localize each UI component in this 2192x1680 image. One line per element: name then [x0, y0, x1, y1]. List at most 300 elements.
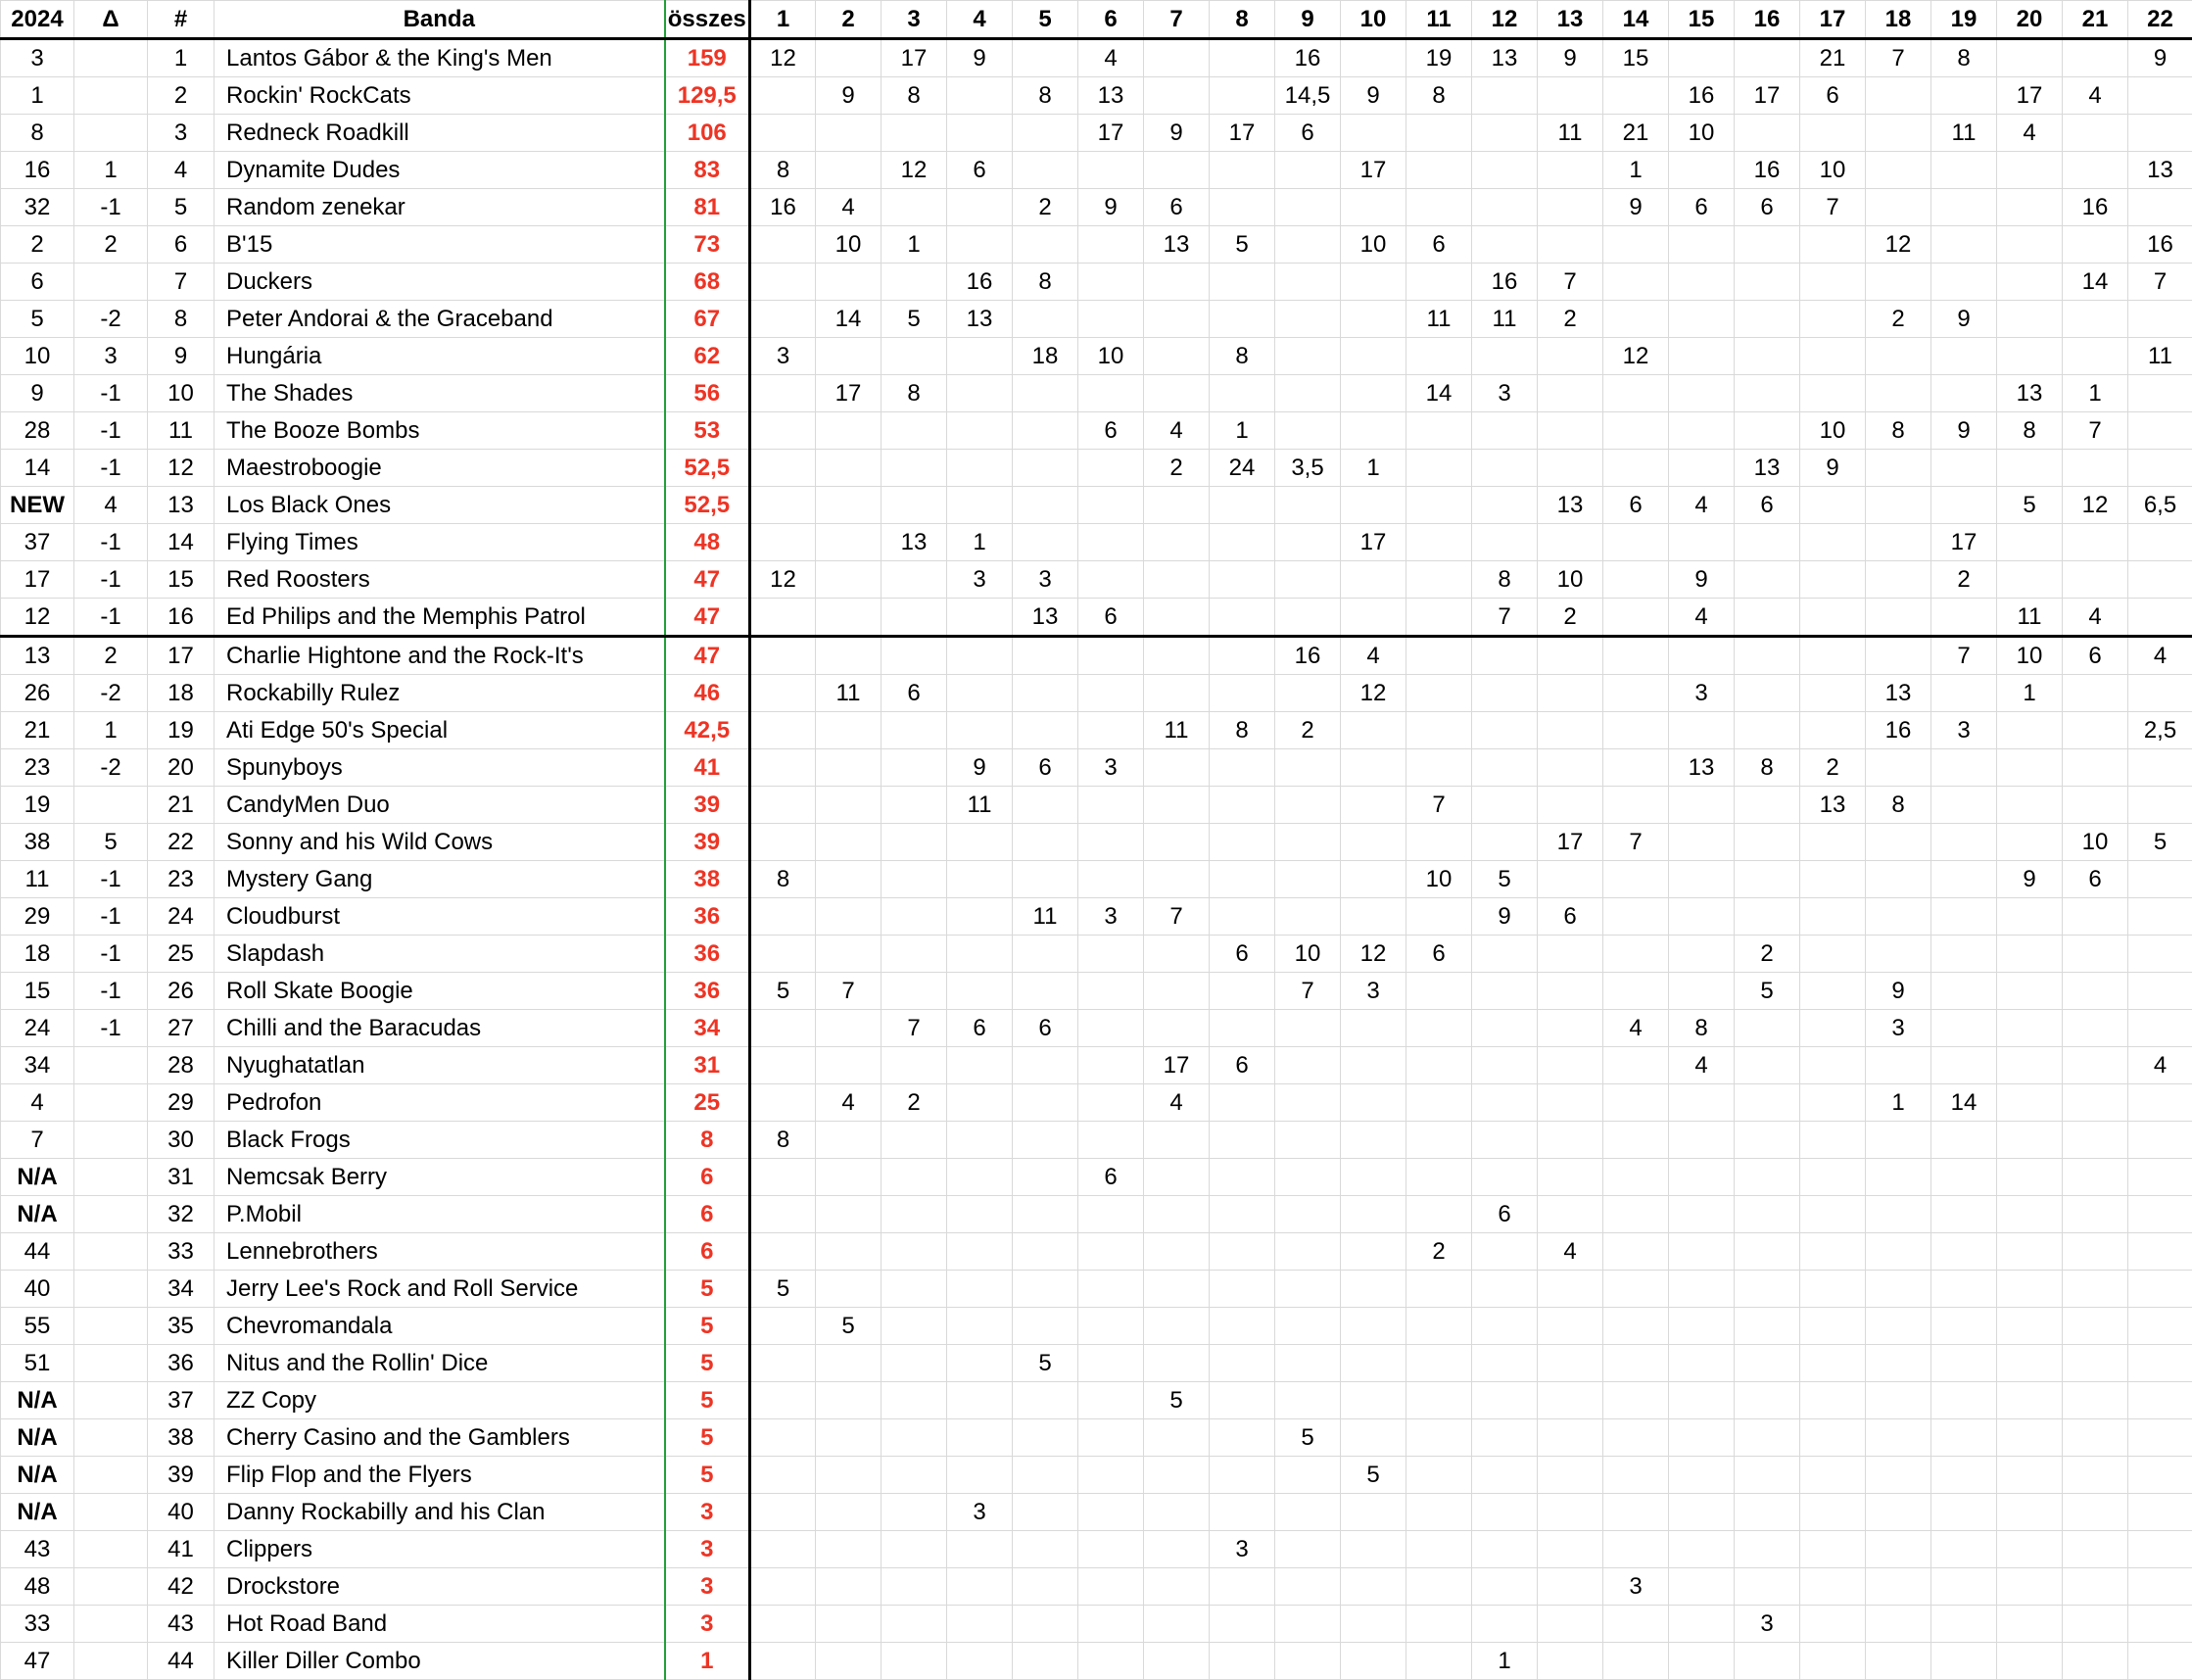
cell-score-event-16[interactable]	[1735, 1233, 1800, 1271]
cell-score-event-18[interactable]	[1866, 152, 1931, 189]
cell-rank[interactable]: 14	[148, 524, 214, 561]
cell-score-event-22[interactable]	[2128, 1084, 2192, 1122]
cell-score-event-4[interactable]	[947, 189, 1013, 226]
cell-score-event-19[interactable]	[1931, 1568, 1997, 1606]
cell-score-event-21[interactable]	[2063, 1568, 2128, 1606]
cell-score-event-19[interactable]	[1931, 675, 1997, 712]
cell-prev-rank[interactable]: 40	[1, 1271, 74, 1308]
cell-score-event-12[interactable]	[1472, 338, 1538, 375]
cell-rank[interactable]: 23	[148, 861, 214, 898]
cell-score-event-3[interactable]	[882, 450, 947, 487]
cell-score-event-15[interactable]	[1669, 898, 1735, 936]
cell-score-event-16[interactable]: 3	[1735, 1606, 1800, 1643]
cell-score-event-5[interactable]	[1013, 1457, 1078, 1494]
cell-score-event-13[interactable]: 17	[1538, 824, 1603, 861]
cell-score-event-1[interactable]: 8	[750, 861, 816, 898]
cell-score-event-11[interactable]	[1406, 1494, 1472, 1531]
cell-score-event-22[interactable]: 6,5	[2128, 487, 2192, 524]
cell-rank[interactable]: 43	[148, 1606, 214, 1643]
cell-score-event-4[interactable]	[947, 1345, 1013, 1382]
cell-score-event-20[interactable]	[1997, 1047, 2063, 1084]
cell-score-event-4[interactable]	[947, 226, 1013, 264]
cell-score-event-4[interactable]	[947, 824, 1013, 861]
cell-score-event-10[interactable]	[1341, 189, 1406, 226]
cell-score-event-19[interactable]	[1931, 1047, 1997, 1084]
cell-score-event-22[interactable]	[2128, 1419, 2192, 1457]
cell-total-score[interactable]: 5	[665, 1345, 750, 1382]
cell-total-score[interactable]: 62	[665, 338, 750, 375]
cell-score-event-15[interactable]	[1669, 936, 1735, 973]
cell-score-event-15[interactable]: 8	[1669, 1010, 1735, 1047]
cell-score-event-11[interactable]: 10	[1406, 861, 1472, 898]
cell-delta[interactable]	[74, 1122, 148, 1159]
cell-score-event-21[interactable]	[2063, 1531, 2128, 1568]
cell-score-event-9[interactable]	[1275, 524, 1341, 561]
cell-prev-rank[interactable]: 8	[1, 115, 74, 152]
cell-rank[interactable]: 40	[148, 1494, 214, 1531]
cell-score-event-14[interactable]: 12	[1603, 338, 1669, 375]
cell-band-name[interactable]: Ed Philips and the Memphis Patrol	[214, 599, 665, 637]
cell-score-event-6[interactable]	[1078, 1196, 1144, 1233]
cell-score-event-9[interactable]	[1275, 1531, 1341, 1568]
cell-score-event-16[interactable]	[1735, 1271, 1800, 1308]
cell-score-event-13[interactable]	[1538, 1159, 1603, 1196]
cell-prev-rank[interactable]: 14	[1, 450, 74, 487]
cell-score-event-15[interactable]	[1669, 973, 1735, 1010]
cell-score-event-10[interactable]: 12	[1341, 936, 1406, 973]
cell-score-event-4[interactable]	[947, 861, 1013, 898]
cell-score-event-9[interactable]: 3,5	[1275, 450, 1341, 487]
cell-total-score[interactable]: 53	[665, 412, 750, 450]
cell-score-event-12[interactable]	[1472, 1047, 1538, 1084]
cell-score-event-1[interactable]: 8	[750, 1122, 816, 1159]
cell-score-event-16[interactable]	[1735, 1010, 1800, 1047]
cell-score-event-6[interactable]: 3	[1078, 898, 1144, 936]
cell-score-event-7[interactable]: 11	[1144, 712, 1210, 749]
cell-total-score[interactable]: 5	[665, 1271, 750, 1308]
cell-delta[interactable]	[74, 1159, 148, 1196]
cell-score-event-19[interactable]	[1931, 1271, 1997, 1308]
cell-rank[interactable]: 39	[148, 1457, 214, 1494]
cell-score-event-2[interactable]: 4	[816, 189, 882, 226]
cell-score-event-20[interactable]	[1997, 264, 2063, 301]
cell-score-event-22[interactable]	[2128, 1159, 2192, 1196]
cell-score-event-7[interactable]	[1144, 39, 1210, 77]
cell-score-event-19[interactable]	[1931, 1308, 1997, 1345]
cell-score-event-19[interactable]	[1931, 1419, 1997, 1457]
cell-score-event-2[interactable]: 5	[816, 1308, 882, 1345]
cell-score-event-21[interactable]	[2063, 338, 2128, 375]
cell-prev-rank[interactable]: 15	[1, 973, 74, 1010]
cell-score-event-3[interactable]	[882, 898, 947, 936]
cell-score-event-17[interactable]	[1800, 1419, 1866, 1457]
cell-score-event-11[interactable]	[1406, 1382, 1472, 1419]
cell-score-event-7[interactable]: 5	[1144, 1382, 1210, 1419]
cell-rank[interactable]: 29	[148, 1084, 214, 1122]
cell-prev-rank[interactable]: N/A	[1, 1382, 74, 1419]
cell-score-event-5[interactable]	[1013, 1531, 1078, 1568]
cell-score-event-13[interactable]	[1538, 1010, 1603, 1047]
cell-score-event-16[interactable]	[1735, 1457, 1800, 1494]
cell-score-event-14[interactable]: 15	[1603, 39, 1669, 77]
cell-rank[interactable]: 3	[148, 115, 214, 152]
cell-rank[interactable]: 35	[148, 1308, 214, 1345]
cell-score-event-4[interactable]	[947, 1122, 1013, 1159]
cell-delta[interactable]: -2	[74, 749, 148, 787]
cell-score-event-5[interactable]	[1013, 1159, 1078, 1196]
cell-score-event-20[interactable]	[1997, 561, 2063, 599]
cell-rank[interactable]: 4	[148, 152, 214, 189]
cell-delta[interactable]: 2	[74, 226, 148, 264]
cell-score-event-1[interactable]	[750, 824, 816, 861]
cell-prev-rank[interactable]: 32	[1, 189, 74, 226]
cell-score-event-20[interactable]: 5	[1997, 487, 2063, 524]
cell-score-event-22[interactable]	[2128, 77, 2192, 115]
cell-prev-rank[interactable]: N/A	[1, 1494, 74, 1531]
cell-score-event-9[interactable]: 6	[1275, 115, 1341, 152]
cell-delta[interactable]	[74, 1494, 148, 1531]
cell-score-event-17[interactable]	[1800, 1606, 1866, 1643]
col-header-event-19[interactable]: 19	[1931, 1, 1997, 39]
cell-score-event-4[interactable]	[947, 599, 1013, 637]
cell-score-event-13[interactable]	[1538, 524, 1603, 561]
cell-score-event-15[interactable]: 6	[1669, 189, 1735, 226]
cell-score-event-1[interactable]	[750, 1345, 816, 1382]
cell-score-event-3[interactable]: 1	[882, 226, 947, 264]
cell-score-event-11[interactable]: 11	[1406, 301, 1472, 338]
cell-prev-rank[interactable]: 48	[1, 1568, 74, 1606]
cell-score-event-6[interactable]: 13	[1078, 77, 1144, 115]
cell-score-event-12[interactable]	[1472, 115, 1538, 152]
cell-score-event-11[interactable]	[1406, 599, 1472, 637]
cell-score-event-12[interactable]	[1472, 1159, 1538, 1196]
cell-band-name[interactable]: Sonny and his Wild Cows	[214, 824, 665, 861]
cell-score-event-14[interactable]	[1603, 1419, 1669, 1457]
cell-score-event-9[interactable]: 2	[1275, 712, 1341, 749]
cell-rank[interactable]: 27	[148, 1010, 214, 1047]
cell-delta[interactable]	[74, 1606, 148, 1643]
cell-rank[interactable]: 1	[148, 39, 214, 77]
cell-score-event-14[interactable]: 1	[1603, 152, 1669, 189]
cell-score-event-10[interactable]	[1341, 1643, 1406, 1680]
cell-score-event-14[interactable]	[1603, 412, 1669, 450]
cell-score-event-14[interactable]	[1603, 450, 1669, 487]
cell-score-event-11[interactable]	[1406, 524, 1472, 561]
cell-score-event-6[interactable]	[1078, 1233, 1144, 1271]
cell-score-event-18[interactable]	[1866, 1308, 1931, 1345]
cell-score-event-9[interactable]	[1275, 1233, 1341, 1271]
cell-score-event-18[interactable]: 8	[1866, 787, 1931, 824]
cell-score-event-1[interactable]	[750, 375, 816, 412]
cell-score-event-2[interactable]	[816, 115, 882, 152]
cell-score-event-9[interactable]	[1275, 1494, 1341, 1531]
cell-score-event-16[interactable]	[1735, 1196, 1800, 1233]
cell-score-event-5[interactable]	[1013, 375, 1078, 412]
cell-delta[interactable]: -2	[74, 675, 148, 712]
cell-score-event-9[interactable]	[1275, 1643, 1341, 1680]
cell-score-event-18[interactable]	[1866, 487, 1931, 524]
cell-score-event-1[interactable]	[750, 1643, 816, 1680]
cell-score-event-3[interactable]	[882, 412, 947, 450]
cell-score-event-9[interactable]	[1275, 749, 1341, 787]
cell-score-event-21[interactable]	[2063, 1122, 2128, 1159]
cell-score-event-15[interactable]	[1669, 412, 1735, 450]
cell-score-event-3[interactable]	[882, 973, 947, 1010]
cell-score-event-9[interactable]	[1275, 1010, 1341, 1047]
cell-total-score[interactable]: 36	[665, 936, 750, 973]
cell-score-event-21[interactable]	[2063, 1345, 2128, 1382]
cell-score-event-20[interactable]	[1997, 301, 2063, 338]
cell-score-event-19[interactable]	[1931, 77, 1997, 115]
cell-score-event-15[interactable]	[1669, 450, 1735, 487]
cell-score-event-7[interactable]	[1144, 487, 1210, 524]
cell-score-event-19[interactable]: 8	[1931, 39, 1997, 77]
cell-score-event-14[interactable]	[1603, 561, 1669, 599]
col-header-event-16[interactable]: 16	[1735, 1, 1800, 39]
cell-score-event-20[interactable]	[1997, 936, 2063, 973]
cell-rank[interactable]: 11	[148, 412, 214, 450]
cell-band-name[interactable]: Duckers	[214, 264, 665, 301]
cell-total-score[interactable]: 41	[665, 749, 750, 787]
cell-score-event-7[interactable]	[1144, 824, 1210, 861]
cell-score-event-10[interactable]	[1341, 301, 1406, 338]
cell-score-event-2[interactable]	[816, 338, 882, 375]
cell-score-event-1[interactable]	[750, 1196, 816, 1233]
cell-score-event-7[interactable]	[1144, 1159, 1210, 1196]
cell-score-event-21[interactable]: 4	[2063, 77, 2128, 115]
cell-score-event-15[interactable]	[1669, 1308, 1735, 1345]
cell-score-event-11[interactable]	[1406, 1457, 1472, 1494]
cell-score-event-11[interactable]: 6	[1406, 226, 1472, 264]
cell-score-event-21[interactable]	[2063, 675, 2128, 712]
cell-score-event-13[interactable]	[1538, 712, 1603, 749]
cell-score-event-17[interactable]	[1800, 861, 1866, 898]
cell-score-event-6[interactable]	[1078, 1010, 1144, 1047]
cell-score-event-4[interactable]: 1	[947, 524, 1013, 561]
cell-total-score[interactable]: 52,5	[665, 450, 750, 487]
cell-score-event-20[interactable]	[1997, 1010, 2063, 1047]
cell-score-event-9[interactable]	[1275, 1159, 1341, 1196]
cell-score-event-14[interactable]	[1603, 226, 1669, 264]
cell-score-event-16[interactable]	[1735, 375, 1800, 412]
cell-score-event-13[interactable]	[1538, 787, 1603, 824]
cell-score-event-7[interactable]	[1144, 1308, 1210, 1345]
cell-score-event-3[interactable]	[882, 1457, 947, 1494]
col-header-event-17[interactable]: 17	[1800, 1, 1866, 39]
cell-score-event-17[interactable]	[1800, 824, 1866, 861]
cell-band-name[interactable]: Cherry Casino and the Gamblers	[214, 1419, 665, 1457]
cell-score-event-4[interactable]	[947, 898, 1013, 936]
cell-score-event-21[interactable]: 16	[2063, 189, 2128, 226]
cell-score-event-18[interactable]: 7	[1866, 39, 1931, 77]
cell-score-event-13[interactable]	[1538, 1196, 1603, 1233]
cell-score-event-6[interactable]: 6	[1078, 412, 1144, 450]
cell-score-event-10[interactable]	[1341, 1606, 1406, 1643]
cell-total-score[interactable]: 6	[665, 1159, 750, 1196]
col-header-event-3[interactable]: 3	[882, 1, 947, 39]
cell-score-event-16[interactable]	[1735, 1568, 1800, 1606]
cell-score-event-9[interactable]: 16	[1275, 39, 1341, 77]
cell-band-name[interactable]: Maestroboogie	[214, 450, 665, 487]
cell-score-event-17[interactable]	[1800, 1308, 1866, 1345]
cell-score-event-18[interactable]: 1	[1866, 1084, 1931, 1122]
cell-rank[interactable]: 44	[148, 1643, 214, 1680]
cell-rank[interactable]: 37	[148, 1382, 214, 1419]
cell-score-event-22[interactable]	[2128, 1345, 2192, 1382]
cell-score-event-20[interactable]	[1997, 787, 2063, 824]
cell-score-event-6[interactable]	[1078, 1308, 1144, 1345]
cell-score-event-18[interactable]	[1866, 264, 1931, 301]
cell-score-event-16[interactable]	[1735, 898, 1800, 936]
cell-total-score[interactable]: 67	[665, 301, 750, 338]
cell-score-event-20[interactable]	[1997, 749, 2063, 787]
cell-band-name[interactable]: Hungária	[214, 338, 665, 375]
cell-score-event-12[interactable]: 11	[1472, 301, 1538, 338]
cell-score-event-22[interactable]: 2,5	[2128, 712, 2192, 749]
cell-score-event-12[interactable]	[1472, 152, 1538, 189]
cell-score-event-22[interactable]	[2128, 1196, 2192, 1233]
cell-score-event-11[interactable]	[1406, 675, 1472, 712]
cell-score-event-14[interactable]: 3	[1603, 1568, 1669, 1606]
cell-score-event-1[interactable]	[750, 637, 816, 675]
cell-rank[interactable]: 12	[148, 450, 214, 487]
cell-score-event-21[interactable]	[2063, 749, 2128, 787]
cell-score-event-12[interactable]	[1472, 1494, 1538, 1531]
cell-score-event-4[interactable]	[947, 1084, 1013, 1122]
cell-prev-rank[interactable]: 10	[1, 338, 74, 375]
cell-total-score[interactable]: 3	[665, 1606, 750, 1643]
cell-score-event-5[interactable]	[1013, 1606, 1078, 1643]
cell-delta[interactable]	[74, 1419, 148, 1457]
cell-score-event-8[interactable]	[1210, 861, 1275, 898]
cell-score-event-7[interactable]: 2	[1144, 450, 1210, 487]
cell-score-event-16[interactable]	[1735, 675, 1800, 712]
cell-score-event-14[interactable]	[1603, 973, 1669, 1010]
cell-prev-rank[interactable]: 16	[1, 152, 74, 189]
cell-band-name[interactable]: Flip Flop and the Flyers	[214, 1457, 665, 1494]
cell-score-event-12[interactable]	[1472, 1010, 1538, 1047]
cell-band-name[interactable]: Red Roosters	[214, 561, 665, 599]
cell-score-event-13[interactable]: 4	[1538, 1233, 1603, 1271]
cell-score-event-16[interactable]	[1735, 1308, 1800, 1345]
cell-total-score[interactable]: 6	[665, 1233, 750, 1271]
cell-score-event-13[interactable]	[1538, 412, 1603, 450]
cell-total-score[interactable]: 38	[665, 861, 750, 898]
cell-score-event-15[interactable]	[1669, 861, 1735, 898]
cell-score-event-15[interactable]	[1669, 1457, 1735, 1494]
cell-score-event-4[interactable]	[947, 450, 1013, 487]
cell-score-event-10[interactable]	[1341, 1233, 1406, 1271]
cell-score-event-10[interactable]	[1341, 1308, 1406, 1345]
cell-score-event-11[interactable]	[1406, 898, 1472, 936]
cell-score-event-16[interactable]	[1735, 1047, 1800, 1084]
cell-score-event-14[interactable]	[1603, 787, 1669, 824]
cell-score-event-1[interactable]	[750, 1047, 816, 1084]
cell-score-event-18[interactable]: 16	[1866, 712, 1931, 749]
cell-score-event-10[interactable]	[1341, 375, 1406, 412]
cell-total-score[interactable]: 81	[665, 189, 750, 226]
cell-score-event-9[interactable]	[1275, 787, 1341, 824]
cell-score-event-2[interactable]: 17	[816, 375, 882, 412]
cell-score-event-5[interactable]	[1013, 1047, 1078, 1084]
cell-score-event-1[interactable]	[750, 936, 816, 973]
cell-score-event-11[interactable]	[1406, 1345, 1472, 1382]
cell-score-event-11[interactable]	[1406, 264, 1472, 301]
cell-score-event-1[interactable]	[750, 1606, 816, 1643]
cell-score-event-4[interactable]	[947, 1047, 1013, 1084]
cell-score-event-4[interactable]: 16	[947, 264, 1013, 301]
cell-score-event-7[interactable]	[1144, 1345, 1210, 1382]
cell-score-event-17[interactable]	[1800, 1122, 1866, 1159]
cell-score-event-4[interactable]	[947, 412, 1013, 450]
cell-rank[interactable]: 42	[148, 1568, 214, 1606]
cell-score-event-6[interactable]	[1078, 1382, 1144, 1419]
cell-delta[interactable]: 3	[74, 338, 148, 375]
cell-score-event-5[interactable]	[1013, 1308, 1078, 1345]
cell-score-event-16[interactable]	[1735, 1531, 1800, 1568]
col-header-band[interactable]: Banda	[214, 1, 665, 39]
cell-score-event-13[interactable]: 7	[1538, 264, 1603, 301]
cell-score-event-14[interactable]: 4	[1603, 1010, 1669, 1047]
cell-prev-rank[interactable]: 19	[1, 787, 74, 824]
cell-score-event-14[interactable]	[1603, 861, 1669, 898]
col-header-event-8[interactable]: 8	[1210, 1, 1275, 39]
cell-total-score[interactable]: 3	[665, 1494, 750, 1531]
cell-score-event-21[interactable]: 12	[2063, 487, 2128, 524]
cell-score-event-2[interactable]	[816, 1494, 882, 1531]
cell-score-event-13[interactable]: 6	[1538, 898, 1603, 936]
cell-score-event-2[interactable]: 11	[816, 675, 882, 712]
cell-score-event-13[interactable]	[1538, 1084, 1603, 1122]
cell-score-event-2[interactable]	[816, 861, 882, 898]
cell-score-event-2[interactable]	[816, 824, 882, 861]
cell-score-event-12[interactable]: 16	[1472, 264, 1538, 301]
cell-band-name[interactable]: B'15	[214, 226, 665, 264]
cell-score-event-11[interactable]	[1406, 1010, 1472, 1047]
cell-score-event-8[interactable]	[1210, 1606, 1275, 1643]
cell-score-event-17[interactable]: 21	[1800, 39, 1866, 77]
cell-rank[interactable]: 18	[148, 675, 214, 712]
cell-score-event-3[interactable]	[882, 1643, 947, 1680]
cell-rank[interactable]: 15	[148, 561, 214, 599]
cell-score-event-7[interactable]: 17	[1144, 1047, 1210, 1084]
cell-score-event-17[interactable]: 9	[1800, 450, 1866, 487]
cell-band-name[interactable]: Killer Diller Combo	[214, 1643, 665, 1680]
cell-score-event-12[interactable]: 3	[1472, 375, 1538, 412]
cell-score-event-6[interactable]	[1078, 1345, 1144, 1382]
cell-score-event-15[interactable]	[1669, 301, 1735, 338]
cell-score-event-7[interactable]	[1144, 599, 1210, 637]
cell-band-name[interactable]: Clippers	[214, 1531, 665, 1568]
cell-score-event-11[interactable]: 2	[1406, 1233, 1472, 1271]
cell-score-event-5[interactable]: 6	[1013, 1010, 1078, 1047]
cell-rank[interactable]: 6	[148, 226, 214, 264]
cell-total-score[interactable]: 48	[665, 524, 750, 561]
cell-score-event-10[interactable]: 12	[1341, 675, 1406, 712]
cell-score-event-14[interactable]: 21	[1603, 115, 1669, 152]
cell-score-event-5[interactable]	[1013, 936, 1078, 973]
cell-score-event-20[interactable]: 13	[1997, 375, 2063, 412]
cell-score-event-10[interactable]	[1341, 1196, 1406, 1233]
cell-score-event-12[interactable]	[1472, 189, 1538, 226]
cell-score-event-12[interactable]	[1472, 1271, 1538, 1308]
cell-score-event-19[interactable]	[1931, 898, 1997, 936]
cell-score-event-21[interactable]	[2063, 898, 2128, 936]
cell-score-event-6[interactable]	[1078, 226, 1144, 264]
col-header-event-21[interactable]: 21	[2063, 1, 2128, 39]
cell-score-event-3[interactable]	[882, 1531, 947, 1568]
cell-rank[interactable]: 5	[148, 189, 214, 226]
